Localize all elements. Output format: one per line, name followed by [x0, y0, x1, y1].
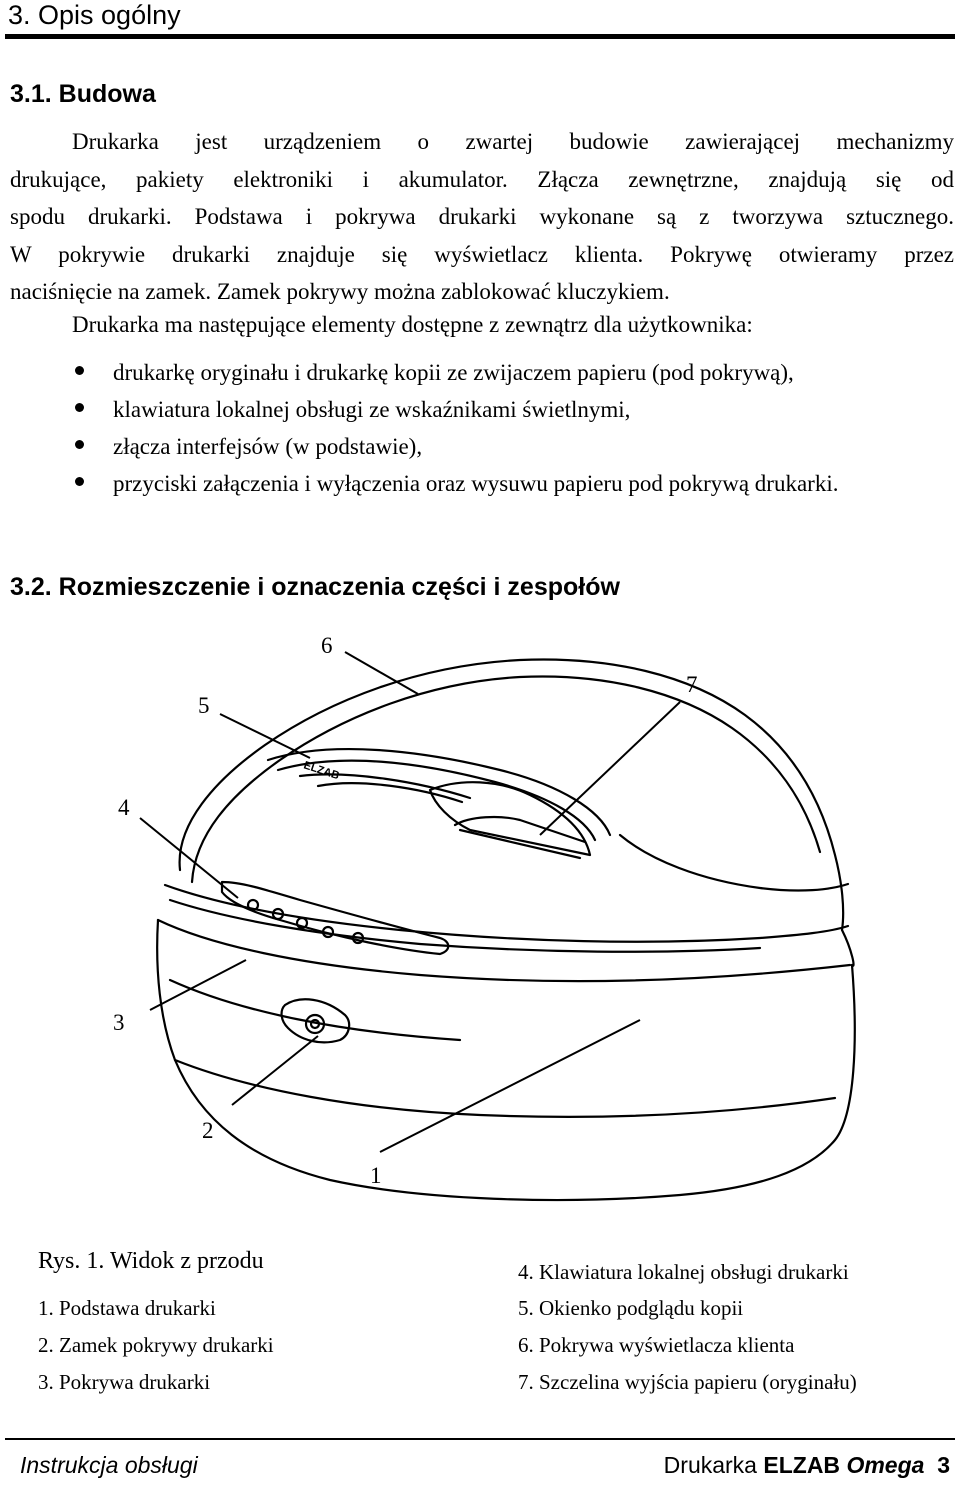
- callout-5: 5: [198, 693, 210, 718]
- section-title-rozmieszczenie: 3.2. Rozmieszczenie i oznaczenia części i zespołów: [10, 573, 620, 601]
- bullet-icon: [75, 366, 84, 375]
- footer-title: Instrukcja obsługi: [20, 1452, 198, 1478]
- list-item: klawiatura lokalnej obsługi ze wskaźnikami świetlnymi,: [113, 391, 953, 429]
- callout-1: 1: [370, 1163, 382, 1188]
- legend-item: 1. Podstawa drukarki: [38, 1296, 216, 1320]
- printer-figure: [0, 620, 960, 1210]
- legend-item: 7. Szczelina wyjścia papieru (oryginału): [518, 1370, 857, 1394]
- elements-intro: Drukarka ma następujące elementy dostępne z zewnątrz dla użytkownika:: [72, 312, 753, 337]
- bullet-icon: [75, 403, 84, 412]
- list-item: przyciski załączenia i wyłączenia oraz wysuwu papieru pod pokrywą drukarki.: [113, 465, 953, 503]
- list-item: złącza interfejsów (w podstawie),: [113, 428, 953, 466]
- callout-2: 2: [202, 1118, 214, 1143]
- paragraph-line: W pokrywie drukarki znajduje się wyświetlacz klienta. Pokrywę otwieramy przez: [10, 241, 954, 267]
- legend-item: 3. Pokrywa drukarki: [38, 1370, 211, 1394]
- paragraph-line: drukujące, pakiety elektroniki i akumulator. Złącza zewnętrzne, znajdują się od: [10, 166, 954, 192]
- section-title-budowa: 3.1. Budowa: [10, 80, 156, 108]
- legend-item: 2. Zamek pokrywy drukarki: [38, 1333, 274, 1357]
- bullet-icon: [75, 440, 84, 449]
- elzab-logo: ELZAB: [302, 759, 341, 783]
- paragraph-line: spodu drukarki. Podstawa i pokrywa drukarki wykonane są z tworzywa sztucznego.: [10, 204, 954, 229]
- page-heading: 3. Opis ogólny: [8, 0, 181, 30]
- callout-3: 3: [113, 1010, 125, 1035]
- callout-4: 4: [118, 795, 130, 820]
- bullet-icon: [75, 477, 84, 486]
- heading-rule: [5, 34, 955, 39]
- legend-item: 4. Klawiatura lokalnej obsługi drukarki: [518, 1260, 849, 1284]
- description-paragraph: [10, 123, 954, 311]
- callout-6: 6: [321, 633, 333, 658]
- printer-illustration: [0, 620, 960, 1210]
- legend-item: 6. Pokrywa wyświetlacza klienta: [518, 1333, 795, 1357]
- legend-item: 5. Okienko podglądu kopii: [518, 1296, 744, 1320]
- callout-7: 7: [686, 672, 698, 697]
- figure-caption-title: Rys. 1. Widok z przodu: [38, 1248, 264, 1274]
- footer-rule: [5, 1438, 955, 1440]
- paragraph-line: naciśnięcie na zamek. Zamek pokrywy można zablokować kluczykiem.: [10, 279, 670, 304]
- footer-product: Drukarka ELZAB Omega 3: [663, 1452, 950, 1478]
- page-number: 3: [937, 1452, 950, 1478]
- list-item: drukarkę oryginału i drukarkę kopii ze zwijaczem papieru (pod pokrywą),: [113, 354, 953, 392]
- paragraph-line: Drukarka jest urządzeniem o zwartej budowie zawierającej mechanizmy: [72, 129, 954, 154]
